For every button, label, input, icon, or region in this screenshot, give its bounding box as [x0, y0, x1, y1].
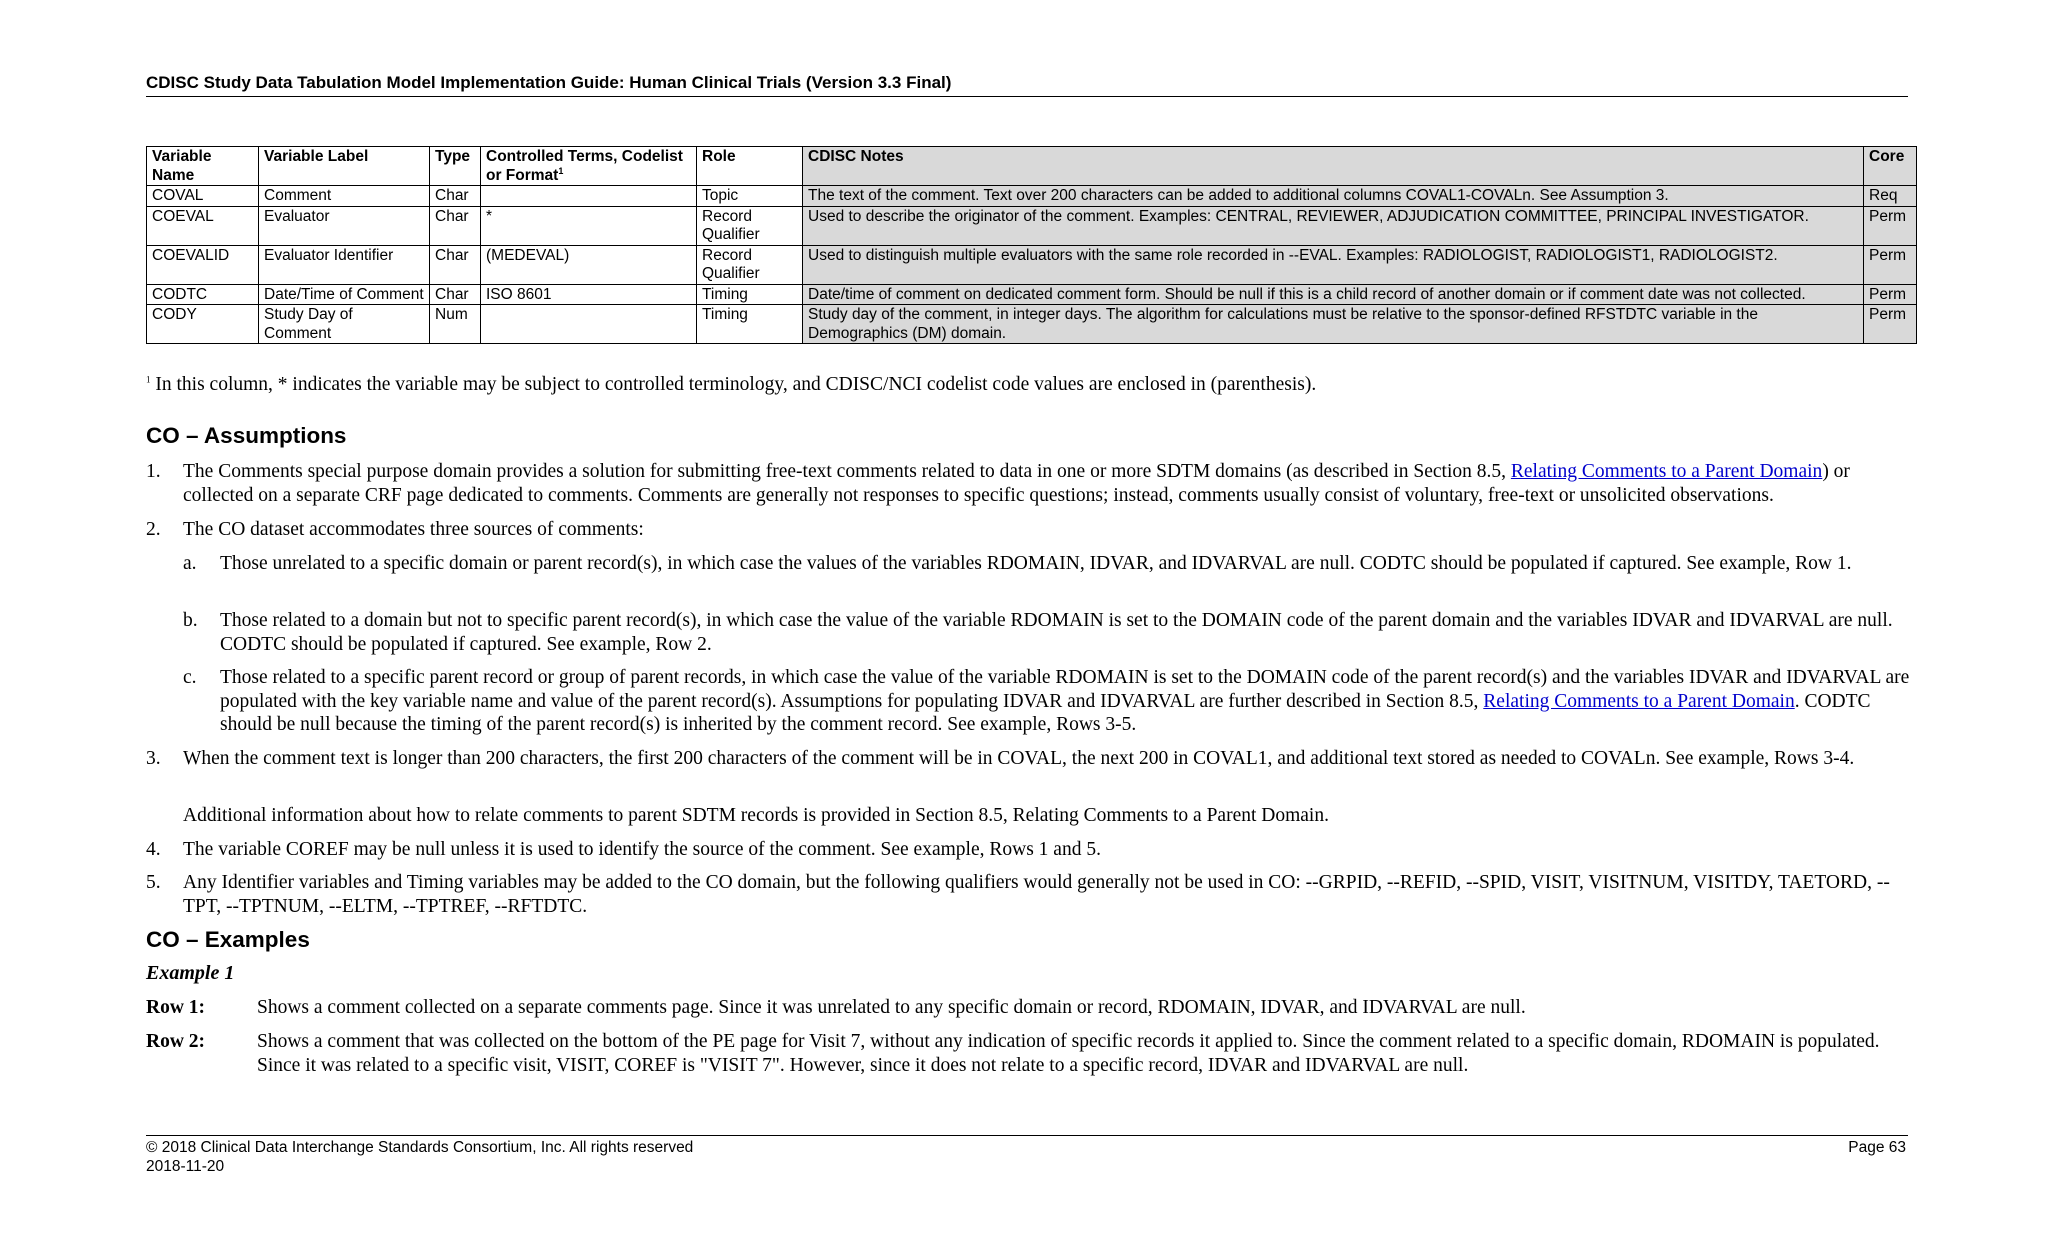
- cell-cdisc-notes: Used to distinguish multiple evaluators with the same role recorded in --EVAL. Examples: RADIOLOGIST, RADIOLOGIST1, RADIOLOGIST2.: [803, 245, 1864, 284]
- column-header-controlled-terms-label: Controlled Terms, Codelist or Format: [486, 148, 683, 184]
- cell-variable-label: Date/Time of Comment: [259, 284, 430, 305]
- row-label: Row 1:: [146, 997, 206, 1018]
- footer-date: 2018-11-20: [146, 1158, 225, 1175]
- cell-role: Record Qualifier: [697, 206, 803, 245]
- row-description: Shows a comment collected on a separate comments page. Since it was unrelated to any specific domain or record, RDOMAIN, IDVAR, and IDVARVAL are null.: [257, 997, 1526, 1018]
- cell-variable-name: CODTC: [147, 284, 259, 305]
- assumptions-heading: CO – Assumptions: [146, 423, 347, 448]
- cell-role: Record Qualifier: [697, 245, 803, 284]
- cell-cdisc-notes: Date/time of comment on dedicated comment form. Should be null if this is a child record of another domain or if comment date was not collected.: [803, 284, 1864, 305]
- text-segment: The Comments special purpose domain provides a solution for submitting free-text comments related to data in one or more SDTM domains (as described in Section 8.5,: [183, 461, 1511, 482]
- list-number: 1.: [146, 461, 161, 482]
- list-letter: a.: [183, 553, 197, 574]
- row-label: Row 2:: [146, 1031, 206, 1052]
- cell-variable-label: Comment: [259, 186, 430, 207]
- list-letter: c.: [183, 667, 197, 688]
- header-divider: [146, 96, 1908, 97]
- assumption-additional-info: Additional information about how to relate comments to parent SDTM records is provided in Section 8.5, Relating Comments to a Parent Domain.: [183, 805, 1329, 826]
- cell-core: Perm: [1864, 245, 1917, 284]
- list-number: 3.: [146, 748, 161, 769]
- cell-core: Perm: [1864, 284, 1917, 305]
- table-row: [147, 284, 1917, 305]
- table-footnote: [146, 374, 1906, 396]
- cell-variable-label: Study Day of Comment: [259, 305, 430, 344]
- list-number: 5.: [146, 872, 161, 893]
- footnote-marker: 1: [558, 165, 564, 176]
- text-segment: Those related to a specific parent record or group of parent records, in which case the value of the variable RDOMAIN is set to the DOMAIN code of the parent record(s) and the variables IDVAR and IDVARVAL are populated with the key variable name and value of the parent record(s). Assumptions for populating IDVAR and IDVARVAL are further described in Section 8.5,: [220, 667, 1910, 712]
- cell-type: Char: [430, 206, 481, 245]
- list-item-text: The variable COREF may be null unless it is used to identify the source of the comment. See example, Rows 1 and 5.: [183, 839, 1101, 860]
- footer-page-number: Page 63: [1848, 1139, 1906, 1156]
- examples-heading: CO – Examples: [146, 927, 310, 952]
- cell-type: Char: [430, 186, 481, 207]
- cell-controlled-terms: *: [481, 206, 697, 245]
- column-header-type: Type: [430, 147, 481, 186]
- list-letter: b.: [183, 610, 198, 631]
- cell-cdisc-notes: Study day of the comment, in integer days. The algorithm for calculations must be relative to the sponsor-defined RFSTDTC variable in the Demographics (DM) domain.: [803, 305, 1864, 344]
- list-number: 4.: [146, 839, 161, 860]
- link-relating-comments[interactable]: Relating Comments to a Parent Domain: [1510, 461, 1823, 482]
- table-row: [147, 206, 1917, 245]
- column-header-role: Role: [697, 147, 803, 186]
- example-title: Example 1: [146, 962, 235, 984]
- cell-variable-name: CODY: [147, 305, 259, 344]
- cell-type: Char: [430, 284, 481, 305]
- link-relating-comments[interactable]: Relating Comments to a Parent Domain: [1483, 690, 1795, 712]
- footnote-text: In this column, * indicates the variable may be subject to controlled terminology, and CDISC/NCI codelist code values are enclosed in (parenthesis).: [150, 374, 1317, 395]
- list-item-text: When the comment text is longer than 200 characters, the first 200 characters of the comment will be in COVAL, the next 200 in COVAL1, and additional text stored as needed to COVALn. See example, Rows 3-4.: [183, 748, 1855, 769]
- cell-cdisc-notes: The text of the comment. Text over 200 characters can be added to additional columns COVAL1-COVALn. See Assumption 3.: [803, 186, 1864, 207]
- cell-controlled-terms: [481, 186, 697, 207]
- cell-controlled-terms: ISO 8601: [481, 284, 697, 305]
- cell-controlled-terms: (MEDEVAL): [481, 245, 697, 284]
- column-header-cdisc-notes: CDISC Notes: [803, 147, 1864, 186]
- cell-core: Req: [1864, 186, 1917, 207]
- table-header-row: [147, 147, 1917, 186]
- row-description: Shows a comment that was collected on the bottom of the PE page for Visit 7, without any indication of specific records it applied to. Since the comment related to a specific domain, RDOMAIN is populated. Since it was related to a specific visit, VISIT, COREF is "VISIT 7". However, since it does not relate to a specific record, IDVAR and IDVARVAL are null.: [257, 1031, 1880, 1076]
- column-header-variable-label: Variable Label: [259, 147, 430, 186]
- footnote-number: 1: [146, 374, 151, 385]
- text-segment: ) or collected on a separate CRF page dedicated to comments. Comments are generally not responses to specific questions; instead, comments usually consist of voluntary, free-text or unsolicited observations.: [183, 461, 1850, 506]
- table-row: [147, 305, 1917, 344]
- page-header-title: CDISC Study Data Tabulation Model Implementation Guide: Human Clinical Trials (Version 3.3 Final): [146, 73, 952, 92]
- footer-copyright: © 2018 Clinical Data Interchange Standards Consortium, Inc. All rights reserved: [146, 1139, 694, 1156]
- column-header-controlled-terms: [481, 147, 697, 186]
- cell-type: Char: [430, 245, 481, 284]
- list-item-text: Any Identifier variables and Timing variables may be added to the CO domain, but the following qualifiers would generally not be used in CO: --GRPID, --REFID, --SPID, VISIT, VISITNUM, VISITDY, TAETORD, --TPT, --TPTNUM, --ELTM, --TPTREF, --RFTDTC.: [183, 872, 1890, 917]
- cell-variable-name: COEVAL: [147, 206, 259, 245]
- cell-core: Perm: [1864, 206, 1917, 245]
- list-item-text: Those related to a domain but not to specific parent record(s), in which case the value of the variable RDOMAIN is set to the DOMAIN code of the parent domain and the variables IDVAR and IDVARVAL are null. CODTC should be populated if captured. See example, Row 2.: [220, 610, 1893, 655]
- cell-role: Timing: [697, 284, 803, 305]
- cell-variable-label: Evaluator: [259, 206, 430, 245]
- table-row: [147, 245, 1917, 284]
- list-number: 2.: [146, 519, 161, 540]
- table-row: [147, 186, 1917, 207]
- list-item-text: [183, 460, 1910, 507]
- column-header-variable-name: Variable Name: [147, 147, 259, 186]
- cell-role: Topic: [697, 186, 803, 207]
- cell-role: Timing: [697, 305, 803, 344]
- cell-variable-label: Evaluator Identifier: [259, 245, 430, 284]
- list-item-text: [220, 666, 1910, 737]
- list-item-text: The CO dataset accommodates three sources of comments:: [183, 519, 644, 540]
- cell-variable-name: COVAL: [147, 186, 259, 207]
- cell-controlled-terms: [481, 305, 697, 344]
- footer-divider: [146, 1135, 1908, 1136]
- variables-table: [146, 146, 1917, 344]
- cell-variable-name: COEVALID: [147, 245, 259, 284]
- list-item-text: Those unrelated to a specific domain or parent record(s), in which case the values of the variables RDOMAIN, IDVAR, and IDVARVAL are null. CODTC should be populated if captured. See example, Row 1.: [220, 553, 1852, 574]
- cell-cdisc-notes: Used to describe the originator of the comment. Examples: CENTRAL, REVIEWER, ADJUDICATION COMMITTEE, PRINCIPAL INVESTIGATOR.: [803, 206, 1864, 245]
- text-segment: . CODTC should be null because the timing of the parent record(s) is inherited by the comment record. See example, Rows 3-5.: [220, 690, 1871, 735]
- column-header-core: Core: [1864, 147, 1917, 186]
- cell-type: Num: [430, 305, 481, 344]
- footer-left: [146, 1138, 693, 1176]
- cell-core: Perm: [1864, 305, 1917, 344]
